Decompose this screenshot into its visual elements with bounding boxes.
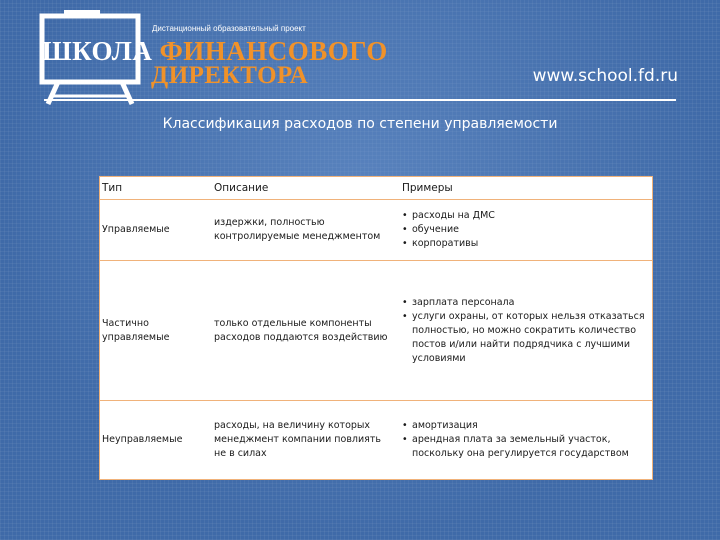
row-examples: [402, 401, 652, 479]
table-row: [100, 401, 652, 479]
classification-table: [99, 176, 653, 480]
row-description: издержки, полностью контролируемые менеджментом: [214, 217, 381, 242]
table-header-row: [100, 177, 652, 200]
row-examples: [402, 200, 652, 260]
row-type: Частично управляемые: [102, 317, 170, 343]
row-description: расходы, на величину которых менеджмент компании повлиять не в силах: [214, 420, 382, 459]
example-item: • расходы на ДМС: [402, 209, 495, 223]
example-item: • услуги охраны, от которых нельзя отказаться полностью, но можно сократить количество постов и/или найти подрядчика с лучшими условиями: [402, 310, 648, 366]
slide-title: Классификация расходов по степени управляемости: [162, 116, 558, 132]
row-type: Управляемые: [102, 224, 170, 235]
brand-school-word: ШКОЛА: [42, 36, 153, 66]
project-tagline: Дистанционный образовательный проект: [152, 24, 306, 33]
row-description: только отдельные компоненты расходов поддаются воздействию: [214, 317, 388, 343]
example-item: • амортизация: [402, 419, 648, 433]
brand-financial-word: ФИНАНСОВОГО: [159, 36, 388, 66]
example-item: • арендная плата за земельный участок, поскольку она регулируется государством: [402, 433, 648, 461]
header-cell-examples: Примеры: [402, 182, 453, 194]
header-cell-type: Тип: [102, 182, 123, 194]
example-item: • обучение: [402, 223, 495, 237]
header-cell-description: Описание: [214, 182, 269, 194]
website-url[interactable]: www.school.fd.ru: [532, 66, 678, 86]
header-divider: [44, 99, 676, 101]
table-row: [100, 261, 652, 401]
row-examples: [402, 261, 652, 400]
brand-director-word: ДИРЕКТОРА: [151, 62, 309, 89]
row-type: Неуправляемые: [102, 434, 183, 445]
example-item: • зарплата персонала: [402, 296, 648, 310]
table-row: [100, 200, 652, 261]
example-item: • корпоративы: [402, 237, 495, 251]
